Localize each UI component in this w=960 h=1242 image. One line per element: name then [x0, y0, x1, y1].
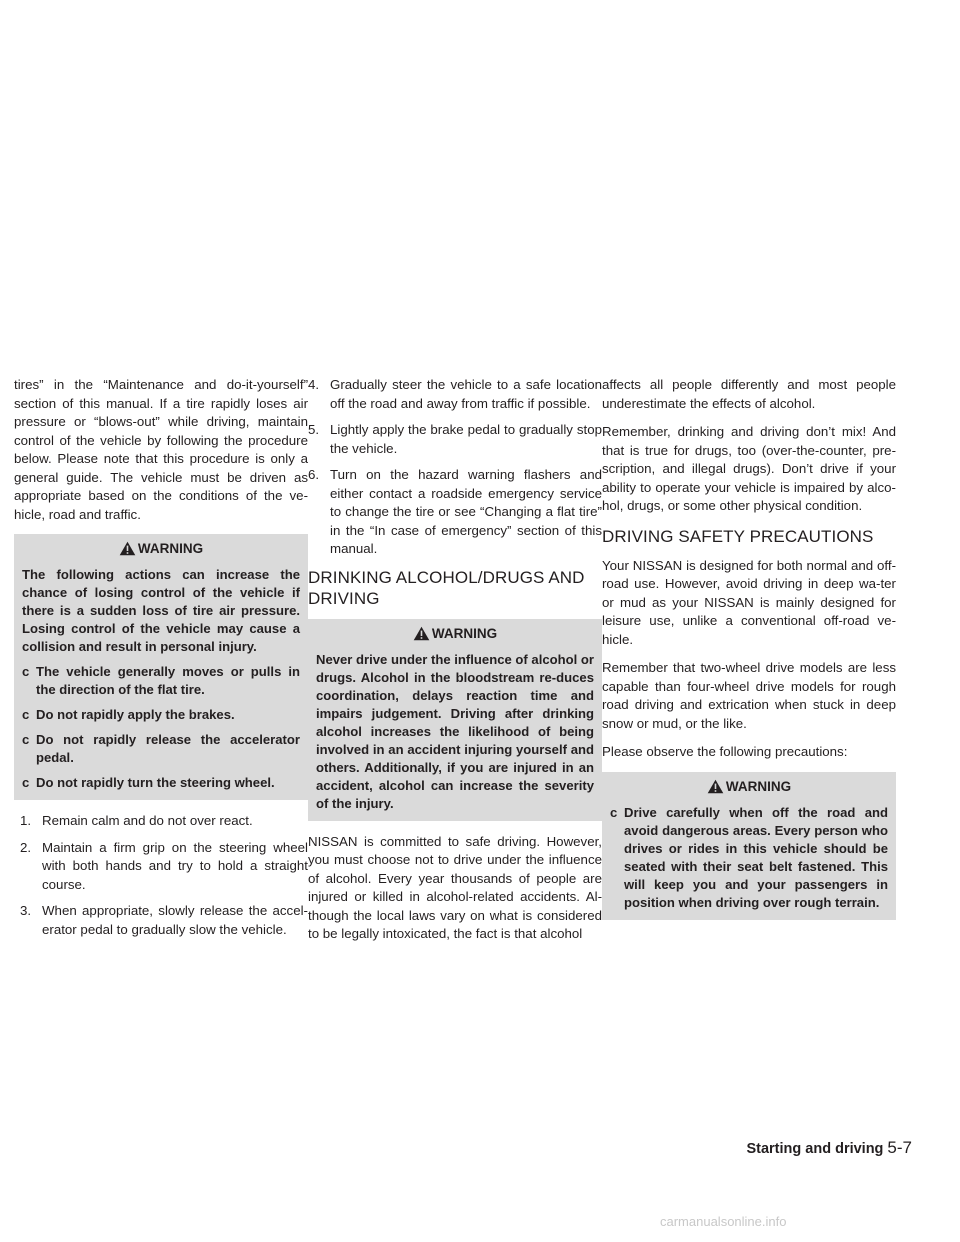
- drugs-paragraph: Remember, drinking and driving don’t mix! And that is true for drugs, too (over-the-counter, pre-scription, and illegal drugs). Don’t drive if your ability to operate your vehicle is impaired by alco-hol, drugs, or some other physical condition.: [602, 424, 896, 513]
- column-3: [602, 376, 896, 932]
- warning-title: WARNING: [431, 625, 498, 641]
- footer-section-title: Starting and driving: [746, 1141, 884, 1157]
- warning-title: WARNING: [137, 541, 204, 556]
- warning-text: Never drive under the influence of alcohol or drugs. Alcohol in the bloodstream re-duces coordination, delays reaction time and impairs judgement. Driving after drinking alcohol increases the likelihood of being involved in an accident injuring yourself and others. Additionally, if you are injured in an accident, alcohol can increase the severity of the injury.: [316, 651, 594, 811]
- safety-paragraph-3: Please observe the following precautions:: [602, 744, 848, 759]
- procedure-step: 6. Turn on the hazard warning flashers and either contact a roadside emergency service to change the tire or see “Changing a flat tire” in the “In case of emergency” section of this manual.: [308, 467, 602, 556]
- warning-header: [22, 540, 300, 558]
- bullet-mark: c: [22, 732, 30, 747]
- procedure-step: 5. Lightly apply the brake pedal to gradually stop the vehicle.: [308, 422, 602, 456]
- warning-triangle-icon: [707, 779, 724, 794]
- column-1: [14, 376, 308, 947]
- alcohol-paragraph: NISSAN is committed to safe driving. However, you must choose not to drive under the influence of alcohol. Every year thousands of people are injured or killed in alcohol-related accidents. Al-though the local laws vary on what is considered to be legally intoxicated, the fact is that alcohol: [308, 833, 602, 941]
- procedure-step: 3. When appropriate, slowly release the accel-erator pedal to gradually slow the vehicle.: [20, 903, 308, 937]
- warning-bullet: c Do not rapidly turn the steering wheel.: [22, 775, 275, 790]
- warning-bullet: c Drive carefully when off the road and avoid dangerous areas. Every person who drives or rides in this vehicle should be seated with their seat belt fastened. This will keep you and your passengers in position when driving over rough terrain.: [610, 804, 888, 910]
- warning-box-offroad: [602, 772, 896, 920]
- warning-box-alcohol: [308, 619, 602, 821]
- column-2: [308, 376, 602, 954]
- procedure-step: 2. Maintain a firm grip on the steering wheel with both hands and try to hold a straight course.: [20, 839, 308, 892]
- warning-header: [316, 625, 594, 643]
- warning-header: [610, 778, 888, 796]
- section-heading-alcohol: DRINKING ALCOHOL/DRUGS AND DRIVING: [308, 567, 585, 608]
- bullet-mark: c: [22, 707, 30, 722]
- warning-box-tire: [14, 534, 308, 800]
- intro-paragraph: tires” in the “Maintenance and do-it-yourself” section of this manual. If a tire rapidly loses air pressure or “blows-out” while driving, maintain control of the vehicle by following the procedure below. Please note that this procedure is only a general guide. The vehicle must be driven as appropriate based on the conditions of the ve-hicle, road and traffic.: [14, 377, 308, 522]
- alcohol-continued-paragraph: affects all people differently and most people underestimate the effects of alcohol.: [602, 377, 896, 411]
- warning-triangle-icon: [413, 626, 430, 641]
- safety-paragraph-2: Remember that two-wheel drive models are less capable than four-wheel drive models for rough road driving and extrication when stuck in deep snow or mud, or the like.: [602, 660, 896, 731]
- warning-triangle-icon: [119, 541, 136, 556]
- warning-bullet: c Do not rapidly apply the brakes.: [22, 707, 235, 722]
- bullet-mark: c: [22, 664, 30, 679]
- page-number: 5-7: [887, 1138, 912, 1157]
- watermark: carmanualsonline.info: [660, 1214, 787, 1229]
- warning-bullet: c The vehicle generally moves or pulls in the direction of the flat tire.: [22, 664, 300, 697]
- warning-bullet: c Do not rapidly release the accelerator pedal.: [22, 732, 300, 765]
- page-footer: [746, 1138, 912, 1158]
- safety-paragraph-1: Your NISSAN is designed for both normal and off-road use. However, avoid driving in deep wa-ter or mud as your NISSAN is mainly designed for leisure use, unlike a conventional off-road ve-hicle.: [602, 557, 896, 647]
- bullet-mark: c: [22, 775, 30, 790]
- warning-title: WARNING: [725, 778, 792, 794]
- procedure-step: 1. Remain calm and do not over react.: [20, 813, 253, 828]
- section-heading-safety: DRIVING SAFETY PRECAUTIONS: [602, 526, 874, 546]
- bullet-mark: c: [610, 804, 618, 820]
- procedure-step: 4. Gradually steer the vehicle to a safe location off the road and away from traffic if possible.: [308, 377, 602, 411]
- warning-text: The following actions can increase the chance of losing control of the vehicle if there is a sudden loss of tire air pressure. Losing control of the vehicle may cause a collision and result in personal injury.: [22, 567, 300, 654]
